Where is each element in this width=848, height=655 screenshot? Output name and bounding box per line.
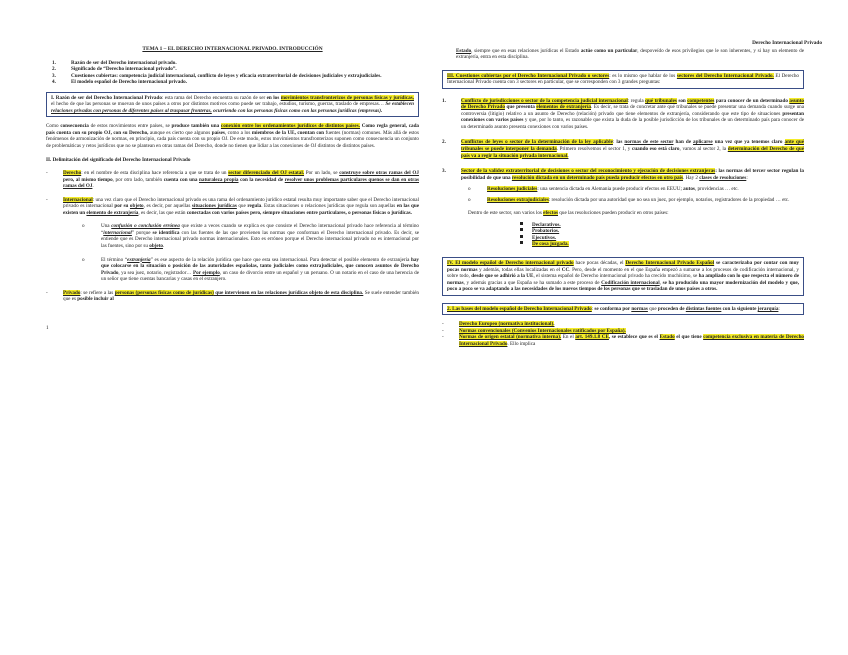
text-run: con la siguiente — [721, 305, 758, 312]
text-run: situaciones jurídicas — [191, 203, 237, 210]
text-run: CC — [561, 266, 570, 273]
toc-item: 2. Significado de “Derecho internacional privado”. — [52, 66, 177, 73]
toc-item: 3. Cuestiones cubiertas: competencia judicial internacional, conflicto de leyes y eficacia extraterritorial de decisiones judiciales y extrajudiciales. — [52, 72, 382, 79]
text-run: : una vez claro que el Derecho internacional privado es una rama del ordenamiento jurídico estatal resulta muy importante saber que el Derecho internacional privado es internacional — [63, 196, 419, 210]
highlight: determinación del Derecho de qué país va a regir la situación privada internacional. — [461, 146, 805, 159]
source-item — [442, 334, 804, 347]
text-run: : es lo mismo que hablar de los — [609, 72, 677, 79]
text-run: que — [236, 203, 248, 210]
text-run: pero, — [63, 176, 76, 183]
running-head: Derecho Internacional Privado — [752, 40, 822, 46]
highlight: Privado — [63, 289, 81, 296]
text-run: . — [92, 183, 94, 190]
highlight: Normas de origen estatal (normativa interna). — [459, 334, 562, 341]
resolution-judicial — [468, 186, 804, 193]
toc-item: 4. El modelo español de Derecho internacional privado. — [52, 79, 187, 86]
highlight: qué tribunales — [645, 97, 677, 104]
highlight: Normas convencionales (Convenios Internacionales ratificados por España). — [459, 327, 626, 334]
text-run: normas de este sector — [624, 139, 674, 146]
text-run: fuentes (normas) comunes. — [324, 129, 382, 136]
text-run: elemento de extranjería — [86, 209, 139, 216]
bullet: - — [46, 289, 48, 296]
text-run: una vez que ya — [712, 139, 752, 146]
text-run: ha ampliado con lo que respecta el número de normas — [447, 273, 800, 286]
right-column — [442, 0, 822, 348]
circle-bullet: o — [82, 223, 85, 230]
text-run: posible incluir al — [77, 296, 114, 303]
text-run: , y además gracias a que España se ha sumado a este proceso de — [463, 279, 602, 286]
highlight: Derecho Internacional Privado Español — [625, 260, 715, 267]
text-run: Por ejemplo — [193, 269, 220, 276]
text-run: , — [659, 279, 663, 286]
text-run: . Estas situaciones o relaciones jurídicas que regula son aquellas — [261, 203, 397, 210]
text-run: . Es decir, se trata de concretar ante qué tribunales se puede presentar una demanda cuando surge una controversia (litigio) relativo a un asunto de Derecho (relación) privado que tiene elementos de extranjería, considerando que este tipo de situaciones — [461, 104, 805, 117]
section-1-heading: I. Razón de ser del Derecho Internacional Privado — [51, 94, 162, 101]
text-run: cuando eso está claro — [632, 146, 680, 153]
text-run: ” es ese aspecto de la relación jurídica que hace que esta sea internacional. Para detectar el posible elemento de extranjería — [150, 256, 411, 263]
text-run: y además, todas ellas localizadas en el — [477, 266, 562, 273]
text-run: ” porque — [131, 229, 153, 236]
text-run: : — [612, 139, 617, 146]
text-run: El término “ — [101, 256, 128, 263]
text-run: desde que se adhirió a la UE — [471, 273, 534, 280]
section-2-heading: II. Delimitación del significado del Derecho Internacional Privado — [46, 156, 191, 163]
text-run: , el sistema español de Derecho internacional privado ha crecido muchísimo, se — [533, 273, 699, 280]
text-run: que existe a veces cuando se explica es que consiste el Derecho internacional privado hace referencia al término “ — [101, 223, 419, 236]
highlight: Estado — [659, 334, 675, 341]
text-run: , es decir, por aquellas — [143, 203, 192, 210]
text-run: se identifica — [152, 229, 180, 236]
number-label: 3. — [442, 168, 446, 175]
text-run: clases de resoluciones — [699, 174, 747, 181]
paragraph — [46, 123, 419, 149]
text-run: las — [616, 139, 625, 146]
text-run: : — [778, 305, 780, 312]
sub-item-extranjeria — [82, 257, 419, 283]
text-run: , se establece que es el — [608, 334, 660, 341]
text-run: produce también una — [171, 123, 221, 130]
text-run: para conocer de un determinado — [714, 97, 790, 104]
document-title: TEMA 1 – EL DERECHO INTERNACIONAL PRIVADO. INTRODUCCIÓN — [142, 46, 323, 52]
text-run: regula — [247, 203, 262, 210]
text-run: . — [162, 243, 165, 250]
text-run: . Hay 2 — [683, 174, 700, 181]
highlight: Internacional — [63, 196, 93, 203]
text-run: de estos movimientos entre países, se — [88, 123, 172, 130]
list-item-derecho — [46, 170, 419, 190]
text-run: objeto — [129, 203, 144, 210]
circle-bullet: o — [82, 256, 85, 263]
bullet: - — [442, 321, 444, 328]
highlight: conexión entre los ordenamientos jurídicos de distintos países. — [220, 123, 360, 130]
text-run: : — [591, 305, 595, 312]
highlight: 2. Las bases del modelo español de Derecho Internacional Privado — [447, 305, 592, 312]
text-run: Se suele entender también que es — [63, 289, 419, 303]
text-run: ocurriendo con las personas físicas como con las personas jurídicas (empresas). — [211, 107, 383, 114]
highlight: sector diferenciado del OJ estatal. — [228, 170, 305, 177]
text-run: confusión o conclusión errónea — [111, 223, 180, 230]
text-run: normas — [631, 305, 648, 312]
text-run: aunque es cierto que algunos — [148, 129, 212, 136]
square-bullet — [520, 222, 523, 225]
left-column — [46, 0, 419, 331]
text-run: Más allá de estos fenómenos de armonización de normas, en principio, cada país cuenta con su propio OJ. De este modo, estos movimientos transfronterizos suponen como consecuencia un conjunto de problemáticas y retos jurídicos que no se plantean en otras ramas del Derecho, donde no tienen que lidiar a las conexiones de OJ distintos de distintos países. — [46, 129, 419, 150]
text-run: : esta rama del Derecho encuentra su razón de ser — [161, 94, 267, 101]
text-run: al mismo tiempo — [75, 176, 113, 183]
text-run: naturaleza propia — [199, 176, 239, 183]
text-run: proceden de — [657, 305, 686, 312]
effects-intro — [442, 210, 804, 217]
text-run: por su — [114, 203, 130, 210]
text-run: En el — [561, 334, 576, 341]
square-bullet — [520, 228, 523, 231]
text-run: el hecho de que las personas se muevan de unos países a otros por distintos motivos como puede ser trabajo, estudios, turismo, guerras, traslado de empresas… — [51, 101, 386, 108]
text-run: internacional — [103, 229, 132, 236]
list-item-internacional — [46, 197, 419, 217]
number-label: 2. — [442, 139, 446, 146]
text-run: : en el nombre de esta disciplina hace referencia a que se trata de un — [81, 170, 229, 177]
text-run: presentan conexiones con varios países — [461, 110, 804, 124]
page-number: 1 — [46, 324, 49, 331]
text-run: Dentro de este sector, son varios los — [468, 210, 544, 217]
highlight: Conflictos de leyes o sector de la determinación de la ley aplicable — [461, 139, 613, 146]
highlight: Sector de la validez extraterritorial de decisiones o sector del reconocimiento y ejecución de decisiones extranjeras — [461, 168, 716, 175]
text-run: actúe como un particular — [580, 47, 638, 54]
square-bullet — [520, 235, 523, 238]
circle-bullet: o — [468, 196, 471, 203]
number-label: 1. — [442, 97, 446, 104]
text-run: en los — [266, 94, 280, 101]
text-run: Como — [46, 123, 61, 130]
text-run: y que, por lo tanto, es razonable que exista la duda de la posible jurisdicción de los tribunales de un determinado país para conocer de un determinado asunto presenta conexiones con varios países. — [461, 117, 804, 130]
highlight: competentes — [687, 97, 715, 104]
toc-item: 1. Razón de ser del Derecho internacional privado. — [52, 59, 177, 66]
highlight: personas (personas físicas como de jurídicas) — [114, 289, 214, 296]
text-run: El Derecho Internacional Privado cuenta con 3 sectores en particular, que se corresponden con 3 grandes preguntas: — [447, 72, 799, 86]
effect-item: Probatorios. — [520, 228, 804, 235]
text-run: se conforma por — [594, 305, 632, 312]
text-run: relaciones privadas con personas de diferentes países al traspasar fronteras, — [51, 107, 212, 114]
text-run: , providencias … etc. — [694, 186, 739, 193]
effect-item: Declarativos. — [520, 222, 804, 229]
list-item-privado — [46, 290, 419, 303]
text-run: extranjería — [127, 256, 151, 263]
text-run: Se establecen — [385, 101, 414, 108]
effect-item: De cosa juzgada. — [520, 241, 804, 248]
bullet: - — [442, 327, 444, 334]
sub-item-confusion — [82, 223, 419, 249]
text-run: son — [676, 97, 688, 104]
text-run: : regula — [627, 97, 646, 104]
highlight: Resoluciones extrajudiciales — [487, 196, 549, 203]
text-run: jerarquía — [757, 305, 779, 312]
text-run: , por otro lado, también — [112, 176, 164, 183]
text-run: , es decir, las que están — [138, 209, 187, 216]
text-run: miembros de la UE, cuentan con — [251, 129, 325, 136]
section-3-box — [442, 70, 804, 89]
text-run: : una sentencia dictada en Alemania puede producir efectos en EEUU; — [537, 186, 684, 193]
text-run: : resolución dictada por una autoridad que no sea un juez, por ejemplo, notarios, registradores de la propiedad … etc. — [548, 196, 790, 203]
text-run: . Ello implica — [507, 340, 536, 347]
text-run: conectadas con varios países pero, siempre situaciones entre particulares, o personas físicas o jurídicas. — [186, 209, 412, 216]
text-run: hay que colocarse en la situación o posición de las autoridades españolas, tanto judiciales como extrajudiciales, que conocen asuntos de Derecho Privado — [101, 256, 419, 276]
highlight: Resoluciones judiciales — [487, 186, 538, 193]
text-run: se caracterizaba por contar con muy pocas normas — [447, 260, 799, 273]
text-run: resolver unos problemas particulares quenos se dan en otras ramas del OJ — [63, 176, 419, 190]
text-run: autos — [683, 186, 695, 193]
text-run: con las fuentes de las que provienen las normas que conforman el Derecho internacional privado. Es decir, se entiende que es Derecho internacional privado normas internacionales. Esto es erróneo porque el Derecho internacional privado no es internacional por las fuentes, sino por su — [101, 229, 419, 250]
text-run: Codificación internacional — [601, 279, 660, 286]
text-run: : las normas del tercer sector regulan la posibilidad de que una — [461, 168, 804, 181]
bullet: - — [46, 170, 48, 177]
highlight: Conflicto de jurisdicciones o sector de la competencia judicial internacional — [461, 97, 628, 104]
bullet: - — [442, 334, 444, 341]
sector-1 — [442, 98, 804, 131]
text-run: el que tiene — [674, 334, 704, 341]
sector-2 — [442, 139, 804, 159]
text-run: aplicarse — [693, 139, 713, 146]
continued-paragraph — [442, 48, 804, 61]
text-run: . Primero resolvemos el sector 1, y — [556, 146, 633, 153]
effect-item: Ejecutivos. — [520, 235, 804, 242]
highlight: sectores del Derecho Internacional Privado. — [676, 72, 774, 79]
text-run: Estado — [456, 47, 472, 54]
text-run: Como regla general, cada país cuenta con su propio OJ, con su Derecho, — [46, 123, 419, 136]
text-run: objeto — [149, 243, 163, 250]
section-4-box — [442, 257, 804, 296]
highlight: resolución dictada en un determinado país pueda producir efectos en otro país — [511, 174, 683, 181]
highlight: IV. El modelo español de Derecho internacional privado — [447, 260, 574, 267]
resolution-extrajudicial — [468, 197, 804, 204]
text-run: consecuencia — [60, 123, 89, 130]
text-run: : — [746, 174, 748, 181]
highlight: ante qué tribunales se puede interponer la demanda — [461, 139, 804, 153]
square-bullet — [520, 241, 523, 244]
circle-bullet: o — [468, 186, 471, 193]
section-1-box — [46, 92, 419, 118]
sector-3 — [442, 168, 804, 181]
text-run: Por un lado, se — [304, 170, 340, 177]
text-run: , vamos al sector 2, la — [679, 146, 728, 153]
highlight: efectos — [543, 210, 559, 217]
text-run: Una — [101, 223, 112, 230]
text-run: que — [647, 305, 658, 312]
text-run: , ya sea juez, notario, registrador… — [118, 269, 194, 276]
highlight: Derecho — [63, 170, 82, 177]
text-run: , un caso de divorcio entre un español y un peruano. O un notario en el caso de una herencia de un señor que tiene cuentas bancarias y casas en el extranjero. — [101, 269, 419, 283]
text-run: que las resoluciones pueden producir en otros países: — [558, 210, 669, 217]
table-of-contents — [46, 60, 419, 86]
text-run: en las que existen un — [63, 203, 419, 216]
text-run: construye sobre otras ramas del OJ — [339, 170, 419, 177]
highlight: movimientos transfronterizos de personas físicas y jurídicas, — [280, 94, 414, 101]
text-run: países — [211, 129, 225, 136]
highlight: art. 149.1.8 CE — [575, 334, 609, 341]
text-run: que presenta — [504, 104, 537, 111]
sources-list — [442, 321, 804, 347]
text-run: con la necesidad de — [238, 176, 285, 183]
effects-list — [442, 222, 804, 248]
highlight: asunto de Derecho Privado — [461, 97, 804, 111]
section-4-2-box — [442, 303, 804, 316]
text-run: . Pero, desde el momento en el que España empezó a sumarse a los procesos de codificación internacional, y sobre todo, — [447, 266, 800, 280]
text-run: cuenta con una — [163, 176, 200, 183]
text-run: , despoveído de esos privilegios que le son inherentes, y si hay un elemento de extranjería, entra en esta disciplina. — [456, 47, 804, 61]
highlight: elementos de extranjería — [536, 104, 591, 111]
highlight: III. Cuestiones cubiertas por el Derecho Internacional Privado o sectores — [447, 72, 610, 79]
highlight: Derecho Europeo (normativa institucional). — [459, 321, 555, 328]
text-run: tenemos claro — [751, 139, 785, 146]
text-run: distintas fuentes — [685, 305, 722, 312]
text-run: han de — [673, 139, 694, 146]
text-run: , siempre que en esas relaciones jurídicas el Estado — [471, 47, 581, 54]
text-run: se ha producido una mayor modernización del modelo y que, poco a poco se va adaptando a las necesidades de los nuevos tiempos de los personas que se trasladan de unos países a otros. — [447, 279, 799, 293]
bullet: - — [46, 196, 48, 203]
text-run: : se refiere a las — [80, 289, 115, 296]
text-run: que intervienen en las relaciones jurídicas objeto de esta disciplina. — [213, 289, 364, 296]
highlight: competencia exclusiva en materia de Derecho Internacional Privado — [459, 334, 805, 347]
text-run: hace pocas décadas, el — [573, 260, 626, 267]
text-run: , como a los — [224, 129, 252, 136]
